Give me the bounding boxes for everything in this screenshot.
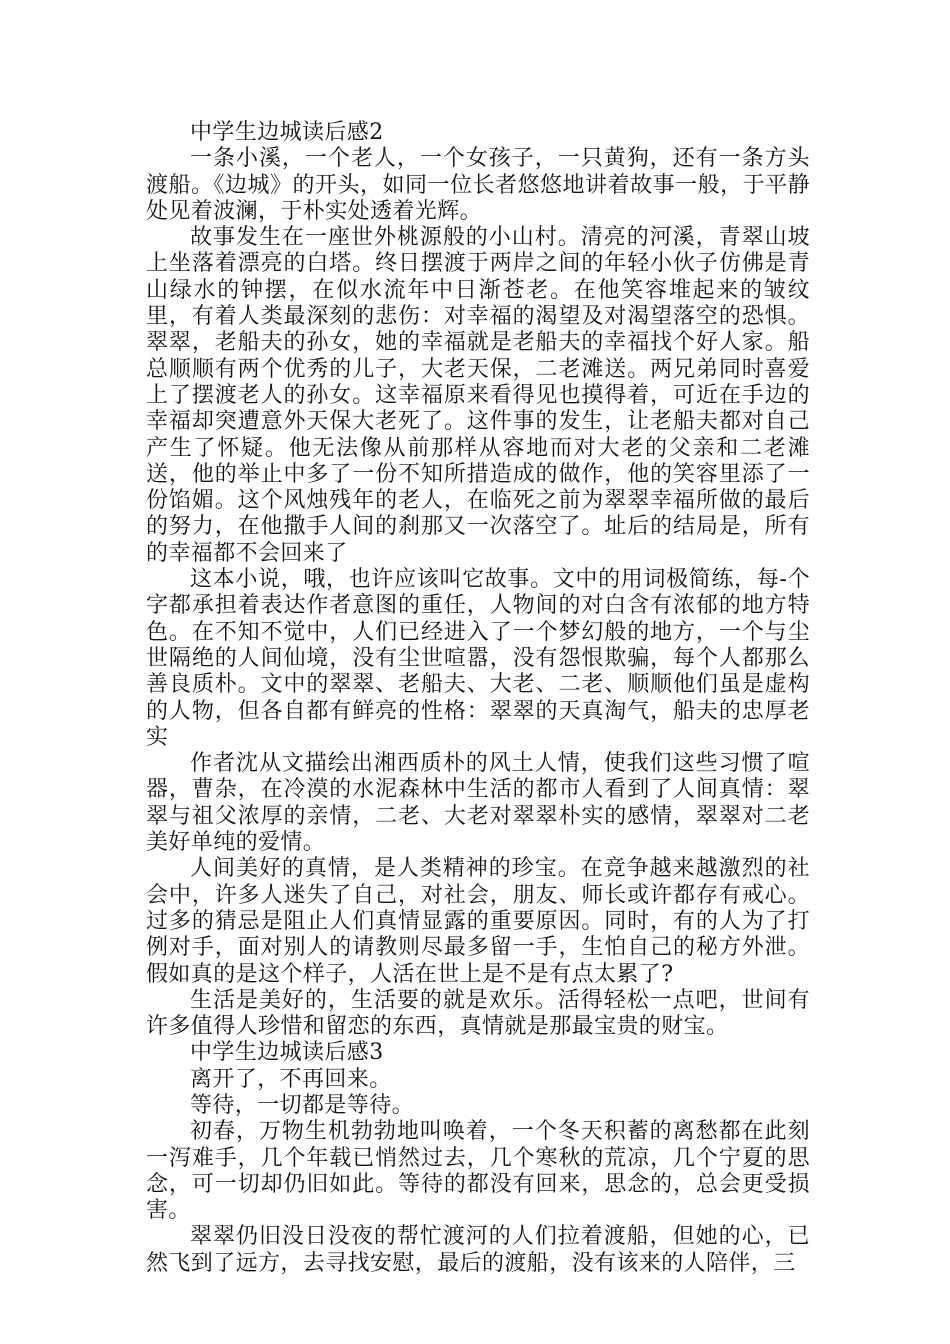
paragraph: 生活是美好的，生活要的就是欢乐。活得轻松一点吧，世间有许多值得人珍惜和留恋的东西，真情就是那最宝贵的财宝。 [146, 987, 810, 1040]
section-heading: 中学生边城读后感2 [190, 120, 384, 145]
paragraph: 等待，一切都是等待。 [190, 1092, 415, 1118]
paragraph: 这本小说，哦，也许应该叫它故事。文中的用词极简练，每-个字都承担着表达作者意图的重任，人物间的对白含有浓郁的地方特色。在不知不觉中，人们已经进入了一个梦幻般的地方，一个与尘世隔绝的人间仙境，没有尘世喧嚣，没有怨恨欺骗，每个人都那么善良质朴。文中的翠翠、老船夫、大老、二老、顺顺他们虽是虚构的人物，但各自都有鲜亮的性格：翠翠的天真淘气，船夫的忠厚老实 [146, 567, 810, 750]
section-heading: 中学生边城读后感3 [190, 1040, 384, 1066]
paragraph: 初春，万物生机勃勃地叫唤着，一个冬天积蓄的离愁都在此刻一泻难手，几个年载已悄然过去，几个寒秋的荒凉，几个宁夏的思念，可一切却仍旧如此。等待的都没有回来，思念的，总会更受损害。 [146, 1119, 810, 1224]
paragraph: 作者沈从文描绘出湘西质朴的风土人情，使我们这些习惯了喧器，曹杂，在冷漠的水泥森林中生活的都市人看到了人间真情：翠翠与祖父浓厚的亲情，二老、大老对翠翠朴实的感情，翠翠对二老美好单纯的爱情。 [146, 751, 810, 856]
paragraph: 人间美好的真情，是人类精神的珍宝。在竞争越来越激烈的社会中，许多人迷失了自己，对社会，朋友、师长或许都存有戒心。过多的猜忌是阻止人们真情显露的重要原因。同时，有的人为了打例对手，面对别人的请教则尽最多留一手，生怕自己的秘方外泄。假如真的是这个样子，人活在世上是不是有点太累了? [146, 856, 810, 987]
document-page [146, 120, 810, 1277]
paragraph: 离开了，不再回来。 [190, 1066, 392, 1092]
paragraph: 一条小溪，一个老人，一个女孩子，一只黄狗，还有一条方头渡船。《边城》的开头，如同一位长者悠悠地讲着故事一般，于平静处见着波澜，于朴实处透着光辉。 [146, 146, 810, 224]
paragraph: 翠翠仍旧没日没夜的帮忙渡河的人们拉着渡船，但她的心，已然飞到了远方，去寻找安慰，最后的渡船，没有该来的人陪伴，三 [146, 1224, 810, 1276]
paragraph: 故事发生在一座世外桃源般的小山村。清亮的河溪，青翠山坡上坐落着漂亮的白塔。终日摆渡于两岸之间的年轻小伙子仿佛是青山绿水的钟摆，在似水流年中日渐苍老。在他笑容堆起来的皱纹里，有着人类最深刻的悲伤：对幸福的渴望及对渴望落空的恐惧。翠翠，老船夫的孙女，她的幸福就是老船夫的幸福找个好人家。船总顺顺有两个优秀的儿子，大老天保，二老滩送。两兄弟同时喜爱上了摆渡老人的孙女。这幸福原来看得见也摸得着，可近在手边的幸福却突遭意外天保大老死了。这件事的发生，让老船夫都对自己产生了怀疑。他无法像从前那样从容地而对大老的父亲和二老滩送，他的举止中多了一份不知所措造成的做作，他的笑容里添了一份馅媚。这个风烛残年的老人，在临死之前为翠翠幸福所做的最后的努力，在他撒手人间的刹那又一次落空了。址后的结局是，所有的幸福都不会回来了 [146, 225, 810, 566]
